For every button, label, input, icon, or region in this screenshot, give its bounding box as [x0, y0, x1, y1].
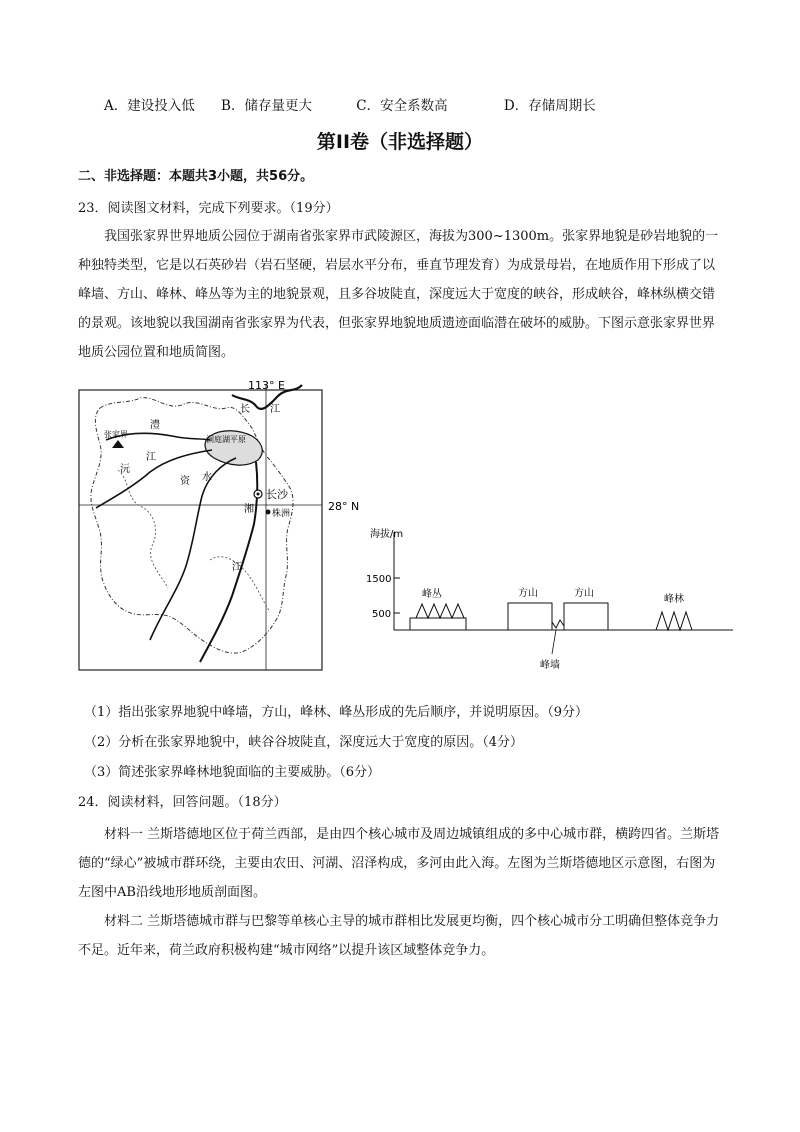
q23-sub1: （1）指出张家界地貌中峰墙，方山，峰林、峰丛形成的先后顺序，并说明原因。（9分）: [84, 705, 589, 720]
section-heading: 二、非选择题：本题共3小题，共56分。: [78, 169, 314, 184]
profile-label-fengcong: 峰丛: [422, 589, 442, 600]
profile-tick-1500: 1500: [366, 574, 392, 585]
map-label-yuan: 沅: [120, 464, 130, 475]
fengqiang-wall: [552, 620, 564, 628]
map-label-zhangjiajie: 张家界: [104, 430, 128, 439]
fangshan-1: [508, 603, 552, 630]
map-label-chang: 长: [240, 404, 250, 415]
map-lon-label: 113° E: [248, 379, 285, 392]
profile-label-fangshan1: 方山: [518, 588, 538, 599]
zhuzhou-city-icon: [266, 510, 271, 515]
map-label-xiang: 湘: [244, 504, 254, 515]
option-c: C．安全系数高: [356, 98, 448, 114]
map-label-jiang-xiang: 江: [232, 562, 242, 573]
q24-material-2: [78, 907, 724, 965]
map-label-zhuzhou: 株洲: [272, 509, 291, 519]
q23-stem: 23．阅读图文材料，完成下列要求。（19分）: [78, 201, 339, 216]
county-boundary: [118, 470, 168, 588]
profile-label-fenglin: 峰林: [664, 594, 684, 605]
fengcong-base: [410, 618, 466, 630]
q24-material-2-text: 材料二 兰斯塔德城市群与巴黎等单核心主导的城市群相比发展更均衡，四个核心城市分工明确但整体竞争力不足。近年来，荷兰政府积极构建“城市网络”以提升该区域整体竞争力。: [78, 914, 720, 958]
option-a: A．建设投入低: [104, 98, 195, 114]
xiang-river: [200, 462, 257, 662]
profile-label-fengqiang: 峰墙: [540, 660, 560, 671]
q24-stem: 24．阅读材料，回答问题。（18分）: [78, 795, 287, 810]
map-label-changsha: 长沙: [266, 488, 288, 501]
profile-tick-500: 500: [372, 609, 392, 620]
map-label-jiang-top: 江: [270, 404, 280, 415]
option-b: B．储存量更大: [221, 98, 312, 114]
q23-sub3: （3）简述张家界峰林地貌面临的主要威胁。（6分）: [84, 765, 381, 780]
profile-label-fangshan2: 方山: [574, 588, 594, 599]
q23-material-text: 我国张家界世界地质公园位于湖南省张家界市武陵源区，海拔为300~1300m。张家界地貌是砂岩地貌的一种独特类型，它是以石英砂岩（岩石坚硬，岩层水平分布，垂直节理发育）为成景母岩，在地质作用下形成了以峰墙、方山、峰林、峰丛等为主的地貌景观，且多谷坡陡直，深度远大于宽度的峡谷，形成峡谷，峰林纵横交错的景观。该地貌以我国湖南省张家界为代表，但张家界地貌地质遗迹面临潜在破坏的威胁。下图示意张家界世界地质公园位置和地质简图。: [78, 229, 719, 360]
map-label-jiang-yuan: 江: [146, 452, 156, 463]
fengcong-peaks: [416, 604, 464, 618]
map-lat-label: 28° N: [328, 500, 360, 513]
zi-river: [150, 458, 236, 640]
q24-material-1: [78, 820, 724, 907]
map-label-dongting: 洞庭湖平原: [206, 435, 246, 444]
q24-material-1-text: 材料一 兰斯塔德地区位于荷兰西部，是由四个核心城市及周边城镇组成的多中心城市群，横跨四省。兰斯塔德的“绿心”被城市群环绕，主要由农田、河湖、沼泽构成，多河由此入海。左图为兰斯塔德地区示意图，右图为左图中AB沿线地形地质剖面图。: [78, 827, 720, 900]
map-label-li: 澧: [150, 420, 160, 431]
profile-ylabel: 海拔/m: [370, 529, 404, 540]
q23-sub2: （2）分析在张家界地貌中，峡谷谷坡陡直，深度远大于宽度的原因。（4分）: [84, 735, 524, 750]
map-label-shui: 水: [202, 472, 212, 483]
changsha-city-icon-dot: [257, 493, 260, 496]
section-title: 第II卷（非选择题）: [316, 131, 484, 153]
fengqiang-leader: [552, 630, 556, 654]
map-label-zi: 资: [180, 476, 190, 487]
option-d: D．存储周期长: [503, 98, 596, 114]
fenglin-peaks: [656, 612, 692, 630]
zhangjiajie-mountain-icon: [112, 440, 124, 448]
fangshan-2: [564, 603, 608, 630]
